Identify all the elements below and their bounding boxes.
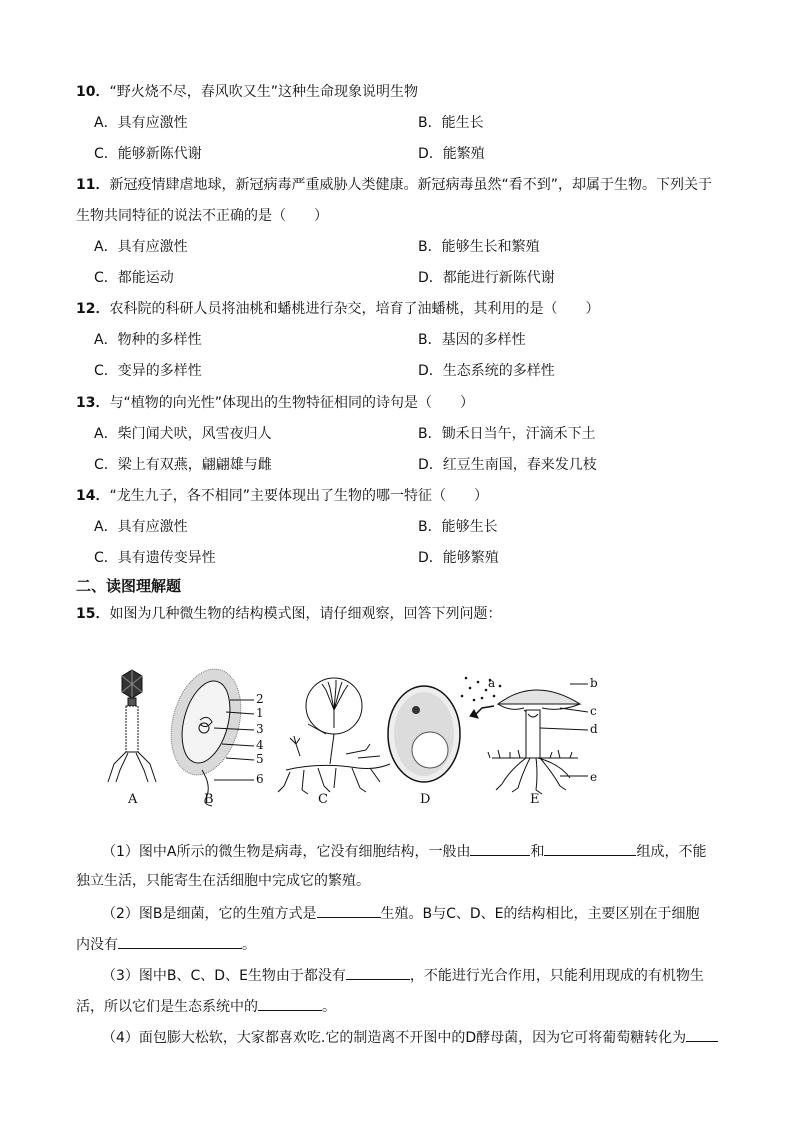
- panel-label-a: A: [128, 792, 138, 807]
- question-number: 12．: [76, 301, 110, 317]
- question-text: “野火烧不尽，春风吹又生”这种生命现象说明生物: [109, 84, 418, 100]
- question-13-stem: [76, 393, 474, 413]
- option-c: C．能够新陈代谢: [94, 146, 202, 162]
- label-3: 3: [256, 722, 264, 736]
- subquestion-text: （2）图B是细菌，它的生殖方式是: [102, 906, 317, 922]
- option-b: B．能够生长: [418, 519, 498, 535]
- option-d: D．能够繁殖: [418, 550, 499, 566]
- subquestion-1-cont: 独立生活，只能寄生在活细胞中完成它的繁殖。: [76, 873, 370, 889]
- question-number: 11．: [76, 177, 110, 193]
- option-a: A．具有应激性: [94, 115, 188, 131]
- option-b: B．能够生长和繁殖: [418, 239, 540, 255]
- option-c: C．梁上有双燕，翩翩雄与雌: [94, 457, 272, 473]
- subquestion-2: [76, 902, 742, 924]
- subquestion-text: 生殖。B与C、D、E的结构相比，主要区别在于细胞: [380, 906, 700, 922]
- question-10-stem: [76, 82, 418, 102]
- yeast-illustration: [388, 686, 460, 782]
- label-1: 1: [256, 706, 264, 720]
- subquestion-text: 组成，不能: [636, 844, 707, 860]
- label-e: e: [590, 770, 598, 784]
- option-d: D．生态系统的多样性: [418, 363, 555, 379]
- subquestion-text: 内没有: [76, 937, 118, 953]
- subquestion-text: 。: [242, 937, 256, 953]
- option-a: A．物种的多样性: [94, 332, 202, 348]
- virus-illustration: [108, 670, 156, 782]
- label-a: a: [488, 676, 496, 690]
- question-number: 14．: [76, 488, 110, 504]
- subquestion-3: [76, 964, 742, 986]
- label-d: d: [590, 722, 598, 736]
- option-b: B．锄禾日当午，汗滴禾下土: [418, 426, 596, 442]
- subquestion-3-cont: [76, 995, 742, 1017]
- question-15-stem: [76, 604, 501, 624]
- label-c: c: [590, 704, 597, 718]
- question-text: “龙生九子，各不相同”主要体现出了生物的哪一特征（ ）: [109, 488, 488, 504]
- option-c: C．都能运动: [94, 270, 174, 286]
- answer-blank[interactable]: [118, 933, 242, 949]
- subquestion-text: 。: [322, 999, 336, 1015]
- panel-label-b: B: [204, 792, 214, 807]
- label-2: 2: [256, 692, 264, 706]
- option-c: C．具有遗传变异性: [94, 550, 216, 566]
- subquestion-1: [76, 840, 742, 862]
- option-a: A．柴门闻犬吠，风雪夜归人: [94, 426, 272, 442]
- subquestion-2-cont: [76, 933, 742, 955]
- option-d: D．红豆生南国，春来发几枝: [418, 457, 597, 473]
- question-12-stem: [76, 299, 599, 319]
- option-d: D．能繁殖: [418, 146, 485, 162]
- question-text: 农科院的科研人员将油桃和蟠桃进行杂交，培育了油蟠桃，其利用的是（ ）: [109, 301, 600, 317]
- answer-blank[interactable]: [346, 964, 410, 980]
- panel-label-d: D: [420, 792, 431, 807]
- option-c: C．变异的多样性: [94, 363, 202, 379]
- subquestion-text: （4）面包膨大松软，大家都喜欢吃.它的制造离不开图中的D酵母菌，因为它可将葡萄糖转化为: [102, 1030, 687, 1046]
- subquestion-text: 和: [530, 844, 545, 860]
- section-title: 二、读图理解题: [76, 577, 182, 595]
- option-b: B．基因的多样性: [418, 332, 526, 348]
- label-4: 4: [256, 738, 264, 752]
- answer-blank[interactable]: [544, 840, 636, 856]
- option-a: A．具有应激性: [94, 239, 188, 255]
- question-number: 10．: [76, 84, 110, 100]
- panel-label-e: E: [530, 792, 540, 807]
- option-d: D．都能进行新陈代谢: [418, 270, 555, 286]
- label-b: b: [590, 676, 598, 690]
- subquestion-text: （3）图中B、C、D、E生物由于都没有: [102, 968, 346, 984]
- mushroom-illustration: [461, 677, 588, 794]
- label-5: 5: [256, 752, 264, 766]
- option-b: B．能生长: [418, 115, 484, 131]
- question-text: 与“植物的向光性”体现出的生物特征相同的诗句是（ ）: [109, 395, 474, 411]
- subquestion-text: ，不能进行光合作用，只能利用现成的有机物生: [409, 968, 704, 984]
- subquestion-4: [76, 1026, 742, 1048]
- answer-blank[interactable]: [470, 840, 530, 856]
- subquestion-text: （1）图中A所示的微生物是病毒，它没有细胞结构，一般由: [102, 844, 471, 860]
- bacterium-illustration: [160, 661, 254, 806]
- mold-illustration: [278, 678, 390, 794]
- option-a: A．具有应激性: [94, 519, 188, 535]
- answer-blank[interactable]: [686, 1026, 718, 1042]
- subquestion-text: 活，所以它们是生态系统中的: [76, 999, 258, 1015]
- question-11-stem: [76, 175, 712, 195]
- question-number: 13．: [76, 395, 110, 411]
- answer-blank[interactable]: [317, 902, 381, 918]
- label-6: 6: [256, 772, 264, 786]
- answer-blank[interactable]: [258, 995, 322, 1011]
- question-11-stem-cont: 生物共同特征的说法不正确的是（ ）: [76, 208, 328, 224]
- microorganism-figure: [90, 658, 650, 810]
- microorganism-figure-svg: [90, 658, 650, 810]
- panel-label-c: C: [318, 792, 328, 807]
- question-text: 新冠疫情肆虐地球，新冠病毒严重威胁人类健康。新冠病毒虽然“看不到”，却属于生物。下列关于: [109, 177, 712, 193]
- question-number: 15．: [76, 606, 110, 622]
- question-text: 如图为几种微生物的结构模式图，请仔细观察，回答下列问题：: [109, 606, 502, 622]
- question-14-stem: [76, 486, 488, 506]
